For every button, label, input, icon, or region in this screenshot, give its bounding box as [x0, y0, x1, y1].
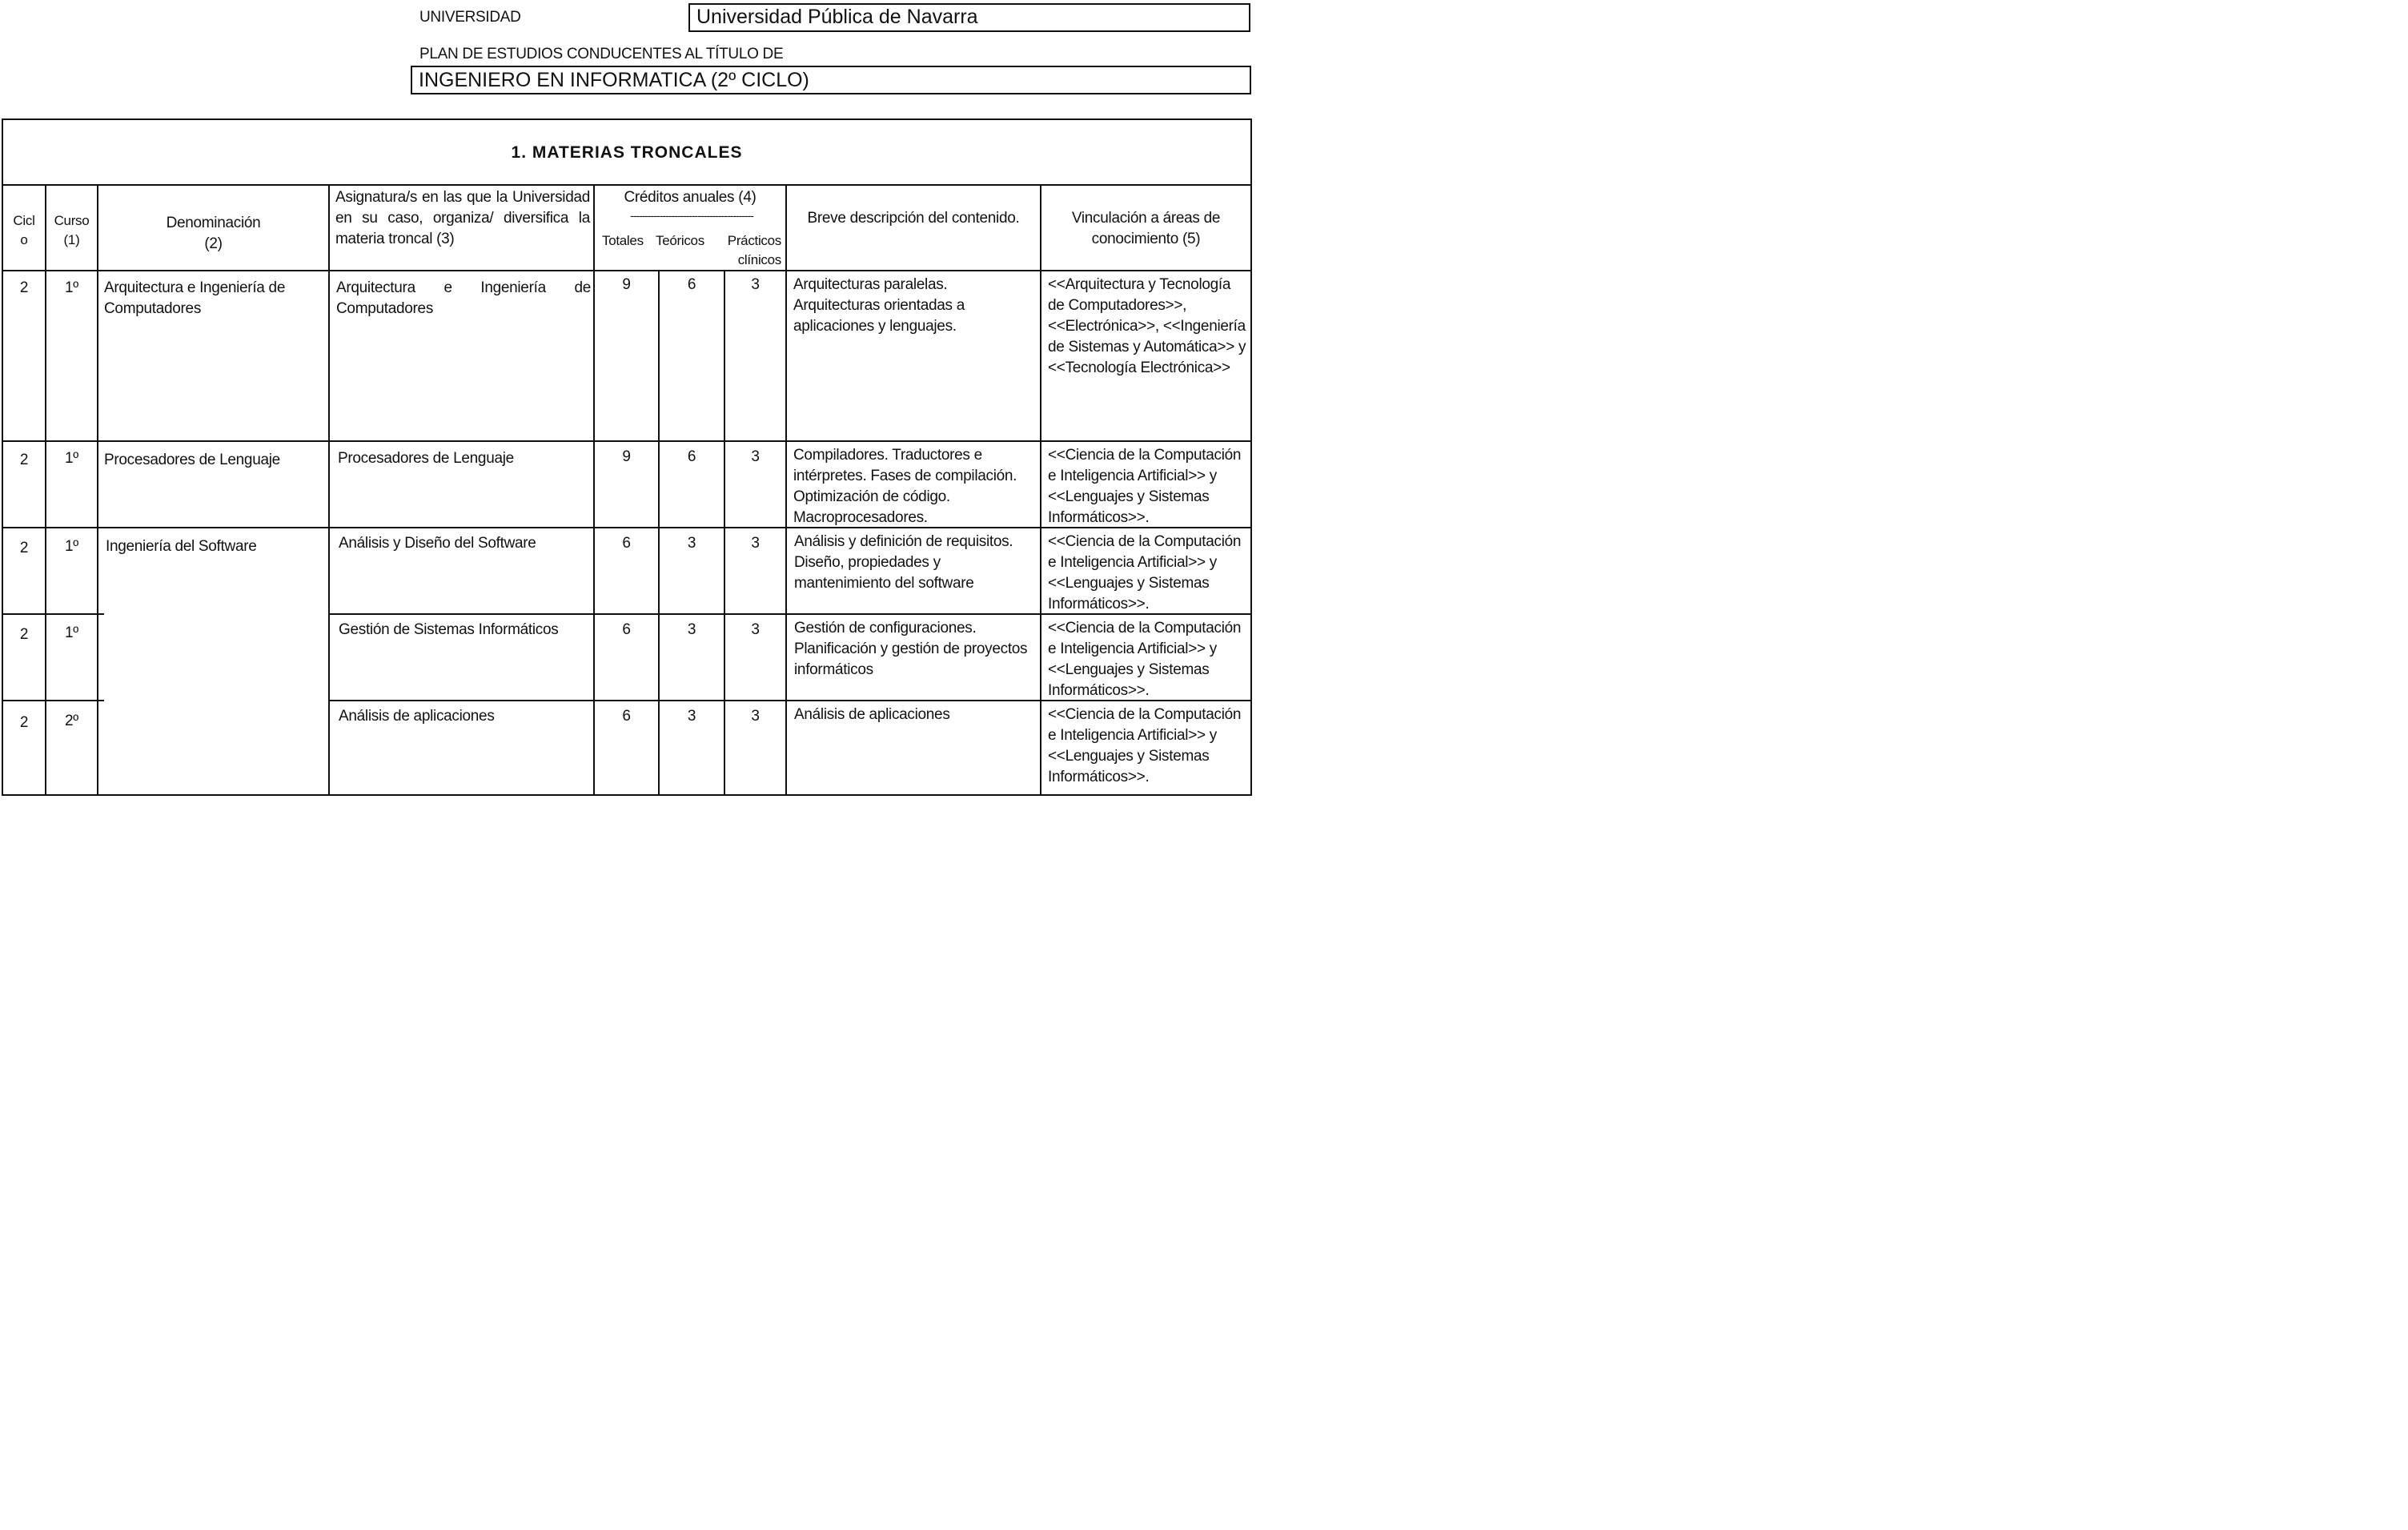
row-ciclo: 2: [19, 714, 29, 731]
row-vinculacion: <<Ciencia de la Computación e Inteligencia Artificial>> y <<Lenguajes y Sistemas Informáticos>>.: [1048, 620, 1242, 699]
row-teoricos: 3: [687, 535, 696, 552]
row-descripcion: Gestión de configuraciones. Planificación y gestión de proyectos informáticos: [794, 620, 1028, 678]
row-ciclo: 2: [19, 452, 29, 468]
col-creditos-dashes: ------------------------------------------: [630, 209, 753, 222]
rule: [3, 613, 104, 615]
plan-label: PLAN DE ESTUDIOS CONDUCENTES AL TÍTULO DE: [419, 46, 784, 62]
row-curso: 1º: [65, 624, 78, 641]
row-denominacion: Arquitectura e Ingeniería de Computadores: [104, 279, 286, 317]
col-curso: Curso (1): [54, 213, 90, 247]
row-totales: 6: [622, 535, 631, 552]
row-descripcion: Análisis de aplicaciones: [794, 706, 950, 723]
rule: [3, 700, 104, 701]
row-teoricos: 3: [687, 621, 696, 638]
row-asignatura: Gestión de Sistemas Informáticos: [339, 621, 559, 638]
row-totales: 6: [622, 708, 631, 725]
row-practicos: 3: [751, 276, 760, 293]
universidad-label: UNIVERSIDAD: [419, 9, 521, 26]
row-practicos: 3: [751, 448, 760, 465]
col-creditos: Créditos anuales (4): [624, 189, 757, 206]
row-asignatura: Procesadores de Lenguaje: [338, 450, 514, 467]
row-denominacion: Ingeniería del Software: [106, 538, 257, 555]
col-denominacion: Denominación (2): [166, 215, 261, 252]
rule: [3, 184, 1250, 186]
row-practicos: 3: [751, 621, 760, 638]
row-vinculacion: <<Arquitectura y Tecnología de Computadores>>, <<Electrónica>>, <<Ingeniería de Sistemas y Automática>> y <<Tecnología Electrónica>>: [1048, 276, 1246, 376]
row-descripcion: Análisis y definición de requisitos. Diseño, propiedades y mantenimiento del software: [794, 533, 1013, 592]
col-teoricos: Teóricos: [656, 233, 704, 248]
row-descripcion: Arquitecturas paralelas. Arquitecturas orientadas a aplicaciones y lenguajes.: [793, 276, 965, 335]
row-curso: 1º: [65, 279, 78, 296]
rule: [785, 184, 787, 794]
row-vinculacion: <<Ciencia de la Computación e Inteligencia Artificial>> y <<Lenguajes y Sistemas Informáticos>>.: [1048, 447, 1242, 526]
row-asignatura: Análisis y Diseño del Software: [339, 535, 536, 552]
col-practicos: Prácticos clínicos: [727, 233, 781, 267]
section-title: 1. MATERIAS TRONCALES: [511, 143, 743, 162]
row-descripcion: Compiladores. Traductores e intérpretes. Fases de compilación. Optimización de código. Macroprocesadores.: [793, 447, 1017, 526]
row-asignatura: Arquitectura e Ingeniería de Computadores: [336, 279, 591, 317]
row-totales: 9: [622, 448, 631, 465]
row-denominacion: Procesadores de Lenguaje: [104, 452, 280, 468]
row-vinculacion: <<Ciencia de la Computación e Inteligencia Artificial>> y <<Lenguajes y Sistemas Informáticos>>.: [1048, 533, 1242, 612]
row-vinculacion: <<Ciencia de la Computación e Inteligencia Artificial>> y <<Lenguajes y Sistemas Informáticos>>.: [1048, 706, 1242, 785]
rule: [1040, 184, 1041, 794]
universidad-value: Universidad Pública de Navarra: [688, 3, 1250, 32]
materias-troncales-table: [2, 118, 1252, 796]
row-practicos: 3: [751, 708, 760, 725]
row-teoricos: 6: [687, 448, 696, 465]
col-descripcion: Breve descripción del contenido.: [807, 210, 1020, 227]
row-practicos: 3: [751, 535, 760, 552]
row-totales: 6: [622, 621, 631, 638]
row-teoricos: 3: [687, 708, 696, 725]
row-asignatura: Análisis de aplicaciones: [339, 708, 495, 725]
rule: [328, 184, 330, 794]
col-ciclo: Cicl o: [13, 213, 35, 247]
row-ciclo: 2: [19, 626, 29, 643]
row-ciclo: 2: [19, 279, 29, 296]
row-curso: 2º: [65, 713, 78, 729]
row-curso: 1º: [65, 450, 78, 467]
row-totales: 9: [622, 276, 631, 293]
rule: [97, 184, 98, 794]
col-totales: Totales: [602, 233, 644, 248]
col-asignaturas: Asignatura/s en las que la Universidad en su caso, organiza/ diversifica la materia troncal (3): [335, 189, 590, 247]
row-teoricos: 6: [687, 276, 696, 293]
rule: [3, 440, 1250, 442]
rule: [45, 184, 46, 794]
titulo-value: INGENIERO EN INFORMATICA (2º CICLO): [411, 66, 1251, 94]
rule: [3, 270, 1250, 271]
row-ciclo: 2: [19, 540, 29, 556]
col-vinculacion: Vinculación a áreas de conocimiento (5): [1071, 210, 1221, 247]
row-curso: 1º: [65, 538, 78, 555]
